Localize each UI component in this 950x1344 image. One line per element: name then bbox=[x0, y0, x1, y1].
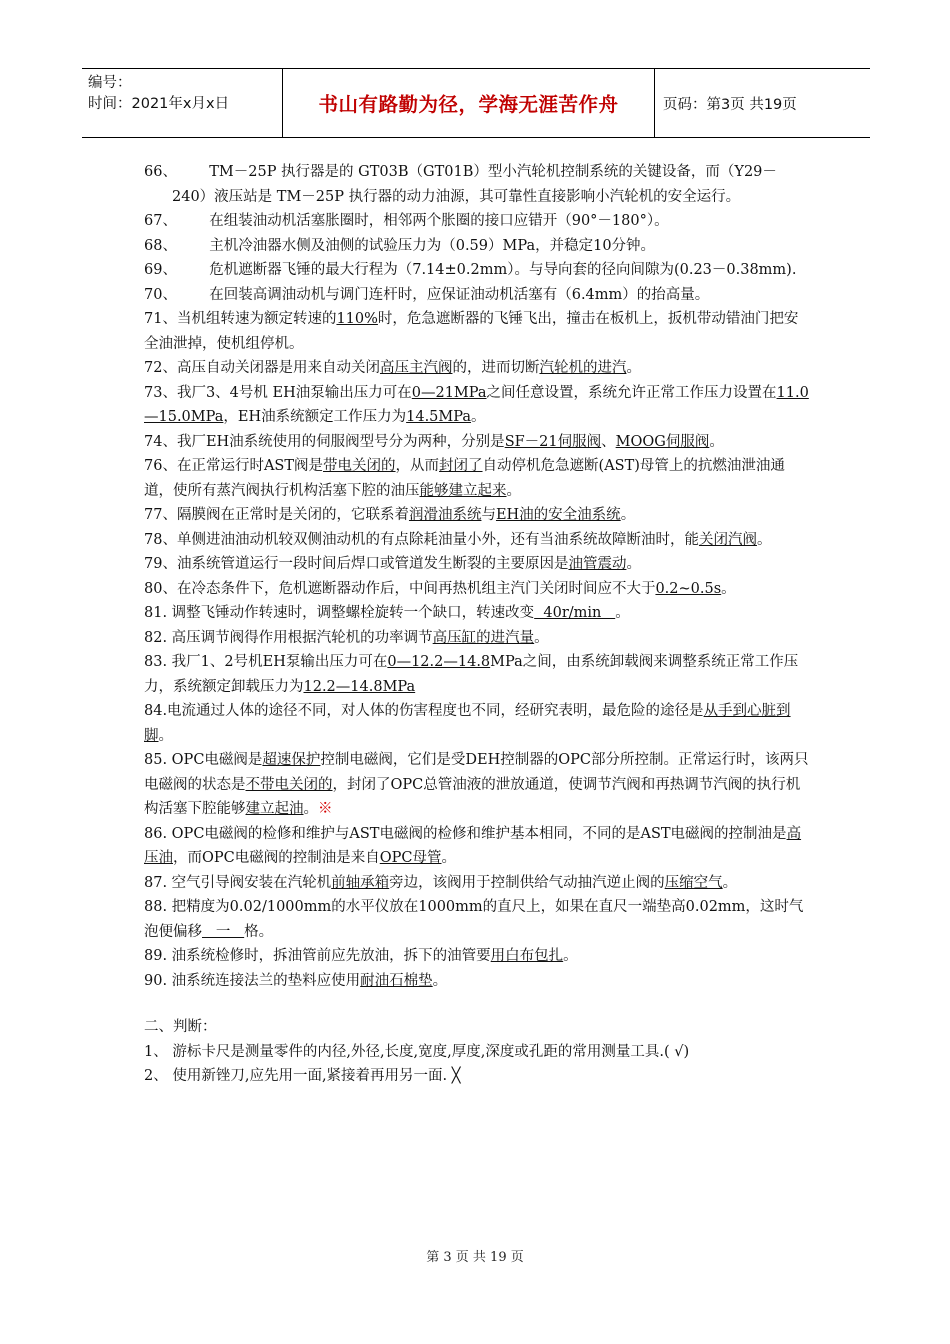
question-81: 81. 调整飞锤动作转速时，调整螺栓旋转一个缺口，转速改变 40r/min 。 bbox=[144, 605, 630, 621]
question-89: 89. 油系统检修时，拆油管前应先放油，拆下的油管要用白布包扎。 bbox=[144, 948, 578, 964]
question-71: 71、当机组转速为额定转速的110%时，危急遮断器的飞锤飞出，撞击在板机上，扳机带动错油门把安全油泄掉，使机组停机。 bbox=[144, 311, 799, 352]
question-84: 84.电流通过人体的途径不同，对人体的伤害程度也不同，经研究表明，最危险的途径是从手到心脏到脚。 bbox=[144, 703, 791, 744]
question-86: 86. OPC电磁阀的检修和维护与AST电磁阀的检修和维护基本相同，不同的是AST电磁阀的控制油是高压油，而OPC电磁阀的控制油是来自OPC母管。 bbox=[144, 825, 802, 866]
question-70: 70、 在回装高调油动机与调门连杆时，应保证油动机活塞有（6.4mm）的抬高量。 bbox=[144, 286, 710, 303]
page-footer: 第 3 页 共 19 页 bbox=[426, 1250, 524, 1265]
question-77: 77、隔膜阀在正常时是关闭的，它联系着润滑油系统与EH油的安全油系统。 bbox=[144, 507, 636, 523]
question-73: 73、我厂3、4号机 EH油泵输出压力可在0—21MPa之间任意设置，系统允许正常工作压力设置在11.0—15.0MPa，EH油系统额定工作压力为14.5MPa。 bbox=[144, 384, 809, 425]
question-68: 68、 主机冷油器水侧及油侧的试验压力为（0.59）MPa，并稳定10分钟。 bbox=[144, 237, 656, 254]
header-meta bbox=[82, 69, 282, 137]
question-72: 72、高压自动关闭器是用来自动关闭高压主汽阀的，进而切断汽轮机的进汽。 bbox=[144, 360, 641, 376]
question-83: 83. 我厂1、2号机EH泵输出压力可在0—12.2—14.8MPa之间，由系统卸载阀来调整系统正常工作压力，系统额定卸载压力为12.2—14.8MPa bbox=[144, 654, 799, 695]
page-header bbox=[82, 68, 870, 138]
question-79: 79、油系统管道运行一段时间后焊口或管道发生断裂的主要原因是油管震动。 bbox=[144, 556, 641, 572]
question-80: 80、在冷态条件下，危机遮断器动作后，中间再热机组主汽门关闭时间应不大于0.2~0.5s。 bbox=[144, 580, 736, 597]
question-78: 78、单侧进油油动机较双侧油动机的有点除耗油量小外，还有当油系统故障断油时，能关闭汽阀。 bbox=[144, 531, 772, 548]
question-66: 66、 TM－25P 执行器是的 GT03B（GT01B）型小汽轮机控制系统的关键设备，而（Y29－240）液压站是 TM－25P 执行器的动力油源，其可靠性直接影响小汽轮机的安全运行。 bbox=[144, 164, 777, 205]
question-69: 69、 危机遮断器飞锤的最大行程为（7.14±0.2mm）。与导向套的径向间隙为(0.23－0.38mm). bbox=[144, 262, 797, 278]
header-page-number: 页码：第3页 共19页 bbox=[663, 96, 797, 113]
header-motto: 书山有路勤为径，学海无涯苦作舟 bbox=[282, 69, 655, 137]
section-title-judgment: 二、判断： bbox=[144, 1019, 217, 1035]
document-body bbox=[144, 160, 810, 1089]
question-90: 90. 油系统连接法兰的垫料应使用耐油石棉垫。 bbox=[144, 972, 448, 989]
judgment-item-1: 1、 游标卡尺是测量零件的内径,外径,长度,宽度,厚度,深度或孔距的常用测量工具.( √) bbox=[144, 1043, 690, 1060]
question-74: 74、我厂EH油系统使用的伺服阀型号分为两种，分别是SF－21伺服阀、MOOG伺服阀。 bbox=[144, 433, 724, 450]
question-76: 76、在正常运行时AST阀是带电关闭的，从而封闭了自动停机危急遮断(AST)母管上的抗燃油泄油通道，使所有蒸汽阀执行机构活塞下腔的油压能够建立起来。 bbox=[144, 458, 785, 499]
judgment-item-2: 2、 使用新锉刀,应先用一面,紧接着再用另一面. ╳ bbox=[144, 1068, 461, 1084]
doc-date-label: 时间：2021年x月x日 bbox=[88, 96, 230, 112]
doc-number-label: 编号： bbox=[88, 75, 132, 91]
question-82: 82. 高压调节阀得作用根据汽轮机的功率调节高压缸的进汽量。 bbox=[144, 629, 549, 646]
question-67: 67、 在组装油动机活塞胀圈时，相邻两个胀圈的接口应错开（90°－180°）。 bbox=[144, 213, 669, 229]
question-87: 87. 空气引导阀安装在汽轮机前轴承箱旁边，该阀用于控制供给气动抽汽逆止阀的压缩空气。 bbox=[144, 874, 738, 891]
question-88: 88. 把精度为0.02/1000mm的水平仪放在1000mm的直尺上，如果在直尺一端垫高0.02mm，这时气泡便偏移 一 格。 bbox=[144, 899, 804, 940]
question-85: 85. OPC电磁阀是超速保护控制电磁阀，它们是受DEH控制器的OPC部分所控制。正常运行时，该两只电磁阀的状态是不带电关闭的，封闭了OPC总管油液的泄放通道，使调节汽阀和再热调节汽阀的执行机构活塞下腔能够建立起油。※ bbox=[144, 752, 809, 817]
important-mark-icon: ※ bbox=[318, 801, 333, 817]
